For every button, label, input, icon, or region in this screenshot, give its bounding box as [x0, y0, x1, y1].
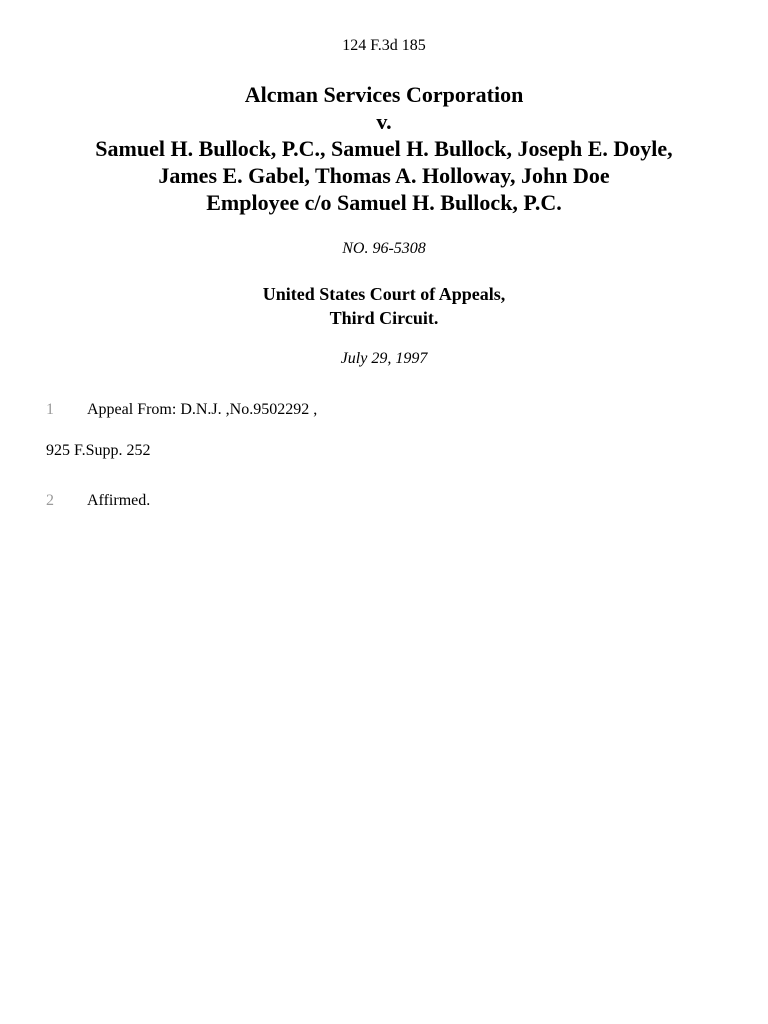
- paragraph-number: 1: [46, 401, 54, 418]
- paragraph-text: Appeal From: D.N.J. ,No.9502292 ,: [87, 401, 318, 418]
- court-name-line-2: Third Circuit.: [329, 308, 439, 328]
- docket-number: NO. 96-5308: [342, 240, 426, 257]
- paragraph-number: 2: [46, 492, 54, 509]
- reporter-citation: 124 F.3d 185: [342, 37, 426, 54]
- court-name: [0, 282, 768, 330]
- caption-defendants-line-1: Samuel H. Bullock, P.C., Samuel H. Bullock, Joseph E. Doyle,: [95, 136, 673, 161]
- caption-plaintiff: Alcman Services Corporation: [244, 82, 524, 107]
- caption-defendants-line-2: James E. Gabel, Thomas A. Holloway, John Doe: [158, 163, 610, 188]
- caption-defendants-line-3: Employee c/o Samuel H. Bullock, P.C.: [206, 190, 562, 215]
- caption-versus: v.: [376, 109, 392, 134]
- court-name-line-1: United States Court of Appeals,: [262, 284, 506, 304]
- case-caption: [0, 81, 768, 216]
- lower-court-citation: 925 F.Supp. 252: [46, 442, 151, 459]
- decision-date: July 29, 1997: [340, 350, 428, 367]
- paragraph-text: Affirmed.: [87, 492, 151, 509]
